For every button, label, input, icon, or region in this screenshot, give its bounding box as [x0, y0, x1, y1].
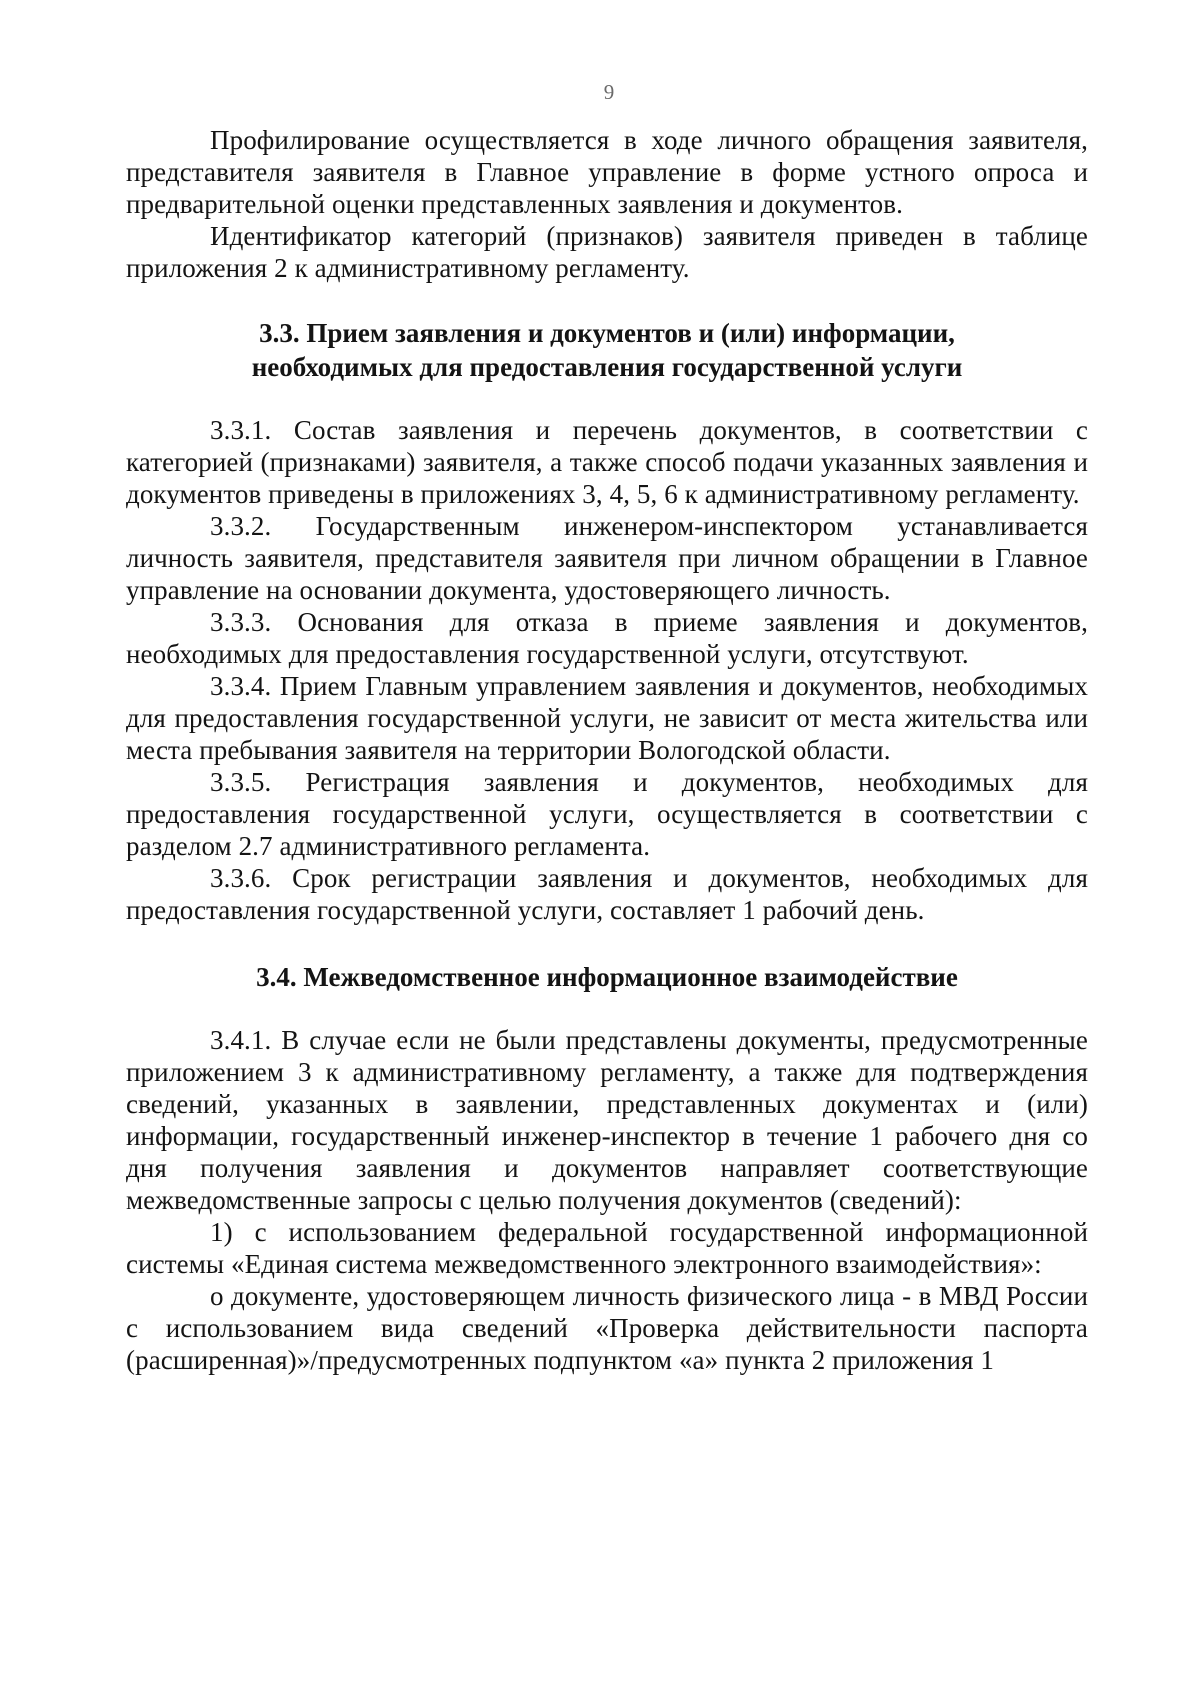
- paragraph-3-4-1-item-1: 1) с использованием федеральной государственной информационной системы «Единая система межведомственного электронного взаимодействия»:: [126, 1217, 1088, 1279]
- section-3-3-heading-line-2: необходимых для предоставления государственной услуги: [251, 352, 963, 382]
- section-3-3-heading: [126, 316, 1088, 384]
- paragraph-3-3-4: 3.3.4. Прием Главным управлением заявления и документов, необходимых для предоставления государственной услуги, не зависит от места жительства или места пребывания заявителя на территории Вологодской области.: [126, 671, 1088, 765]
- section-3-3-heading-line-1: 3.3. Прием заявления и документов и (или) информации,: [259, 318, 955, 348]
- paragraph-3-4-1-identity-document: о документе, удостоверяющем личность физического лица - в МВД России с использованием вида сведений «Проверка действительности паспорта (расширенная)»/предусмотренных подпунктом «а» пункта 2 приложения 1: [126, 1281, 1088, 1375]
- paragraph-3-4-1: 3.4.1. В случае если не были представлены документы, предусмотренные приложением 3 к административному регламенту, а также для подтверждения сведений, указанных в заявлении, представленных документах и (или) информации, государственный инженер-инспектор в течение 1 рабочего дня со дня получения заявления и документов направляет соответствующие межведомственные запросы с целью получения документов (сведений):: [126, 1025, 1088, 1215]
- paragraph-profiling: Профилирование осуществляется в ходе личного обращения заявителя, представителя заявителя в Главное управление в форме устного опроса и предварительной оценки представленных заявления и документов.: [126, 125, 1088, 219]
- paragraph-3-3-6: 3.3.6. Срок регистрации заявления и документов, необходимых для предоставления государственной услуги, составляет 1 рабочий день.: [126, 863, 1088, 925]
- page-number: 9: [603, 80, 615, 104]
- paragraph-3-3-5: 3.3.5. Регистрация заявления и документов, необходимых для предоставления государственной услуги, осуществляется в соответствии с разделом 2.7 административного регламента.: [126, 767, 1088, 861]
- paragraph-3-3-1: 3.3.1. Состав заявления и перечень документов, в соответствии с категорией (признаками) заявителя, а также способ подачи указанных заявления и документов приведены в приложениях 3, 4, 5, 6 к административному регламенту.: [126, 415, 1088, 509]
- paragraph-identifier: Идентификатор категорий (признаков) заявителя приведен в таблице приложения 2 к административному регламенту.: [126, 221, 1088, 283]
- paragraph-3-3-2: 3.3.2. Государственным инженером-инспектором устанавливается личность заявителя, представителя заявителя при личном обращении в Главное управление на основании документа, удостоверяющего личность.: [126, 511, 1088, 605]
- section-3-4-heading: 3.4. Межведомственное информационное взаимодействие: [256, 962, 958, 992]
- document-page: [126, 78, 1088, 1376]
- paragraph-3-3-3: 3.3.3. Основания для отказа в приеме заявления и документов, необходимых для предоставления государственной услуги, отсутствуют.: [126, 607, 1088, 669]
